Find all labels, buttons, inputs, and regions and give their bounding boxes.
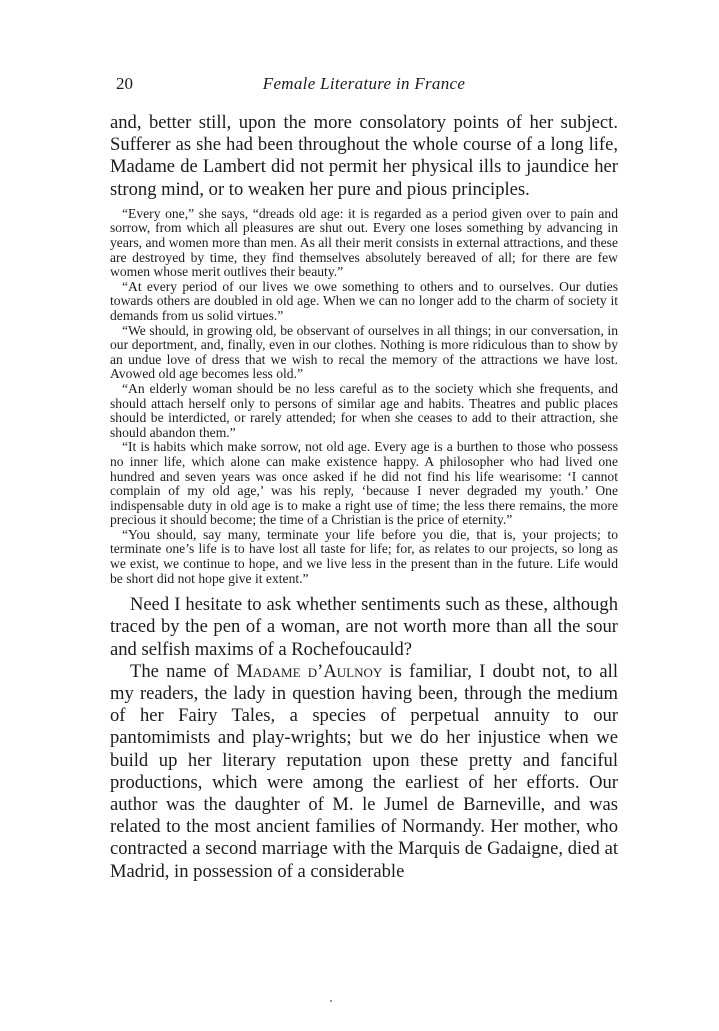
quotation-block [110,207,618,586]
paragraph-lead-text: The name of [130,660,237,682]
quote-paragraph: “It is habits which make sorrow, not old age. Every age is a burthen to those who possess no inner life, which alone can make existence happy. A philosopher who had lived one hundred and seven years was once asked if he did not find his life wearisome: ‘I cannot complain of my old age,’ was his reply, ‘because I never degraded my youth.’ One indispensable duty in old age is to make a right use of time; the less there remains, the more precious it should become; the time of a Christian is the price of eternity.” [110,439,618,528]
page-number: 20 [116,74,133,93]
quote-paragraph: “You should, say many, terminate your life before you die, that is, your projects; to terminate one’s life is to have lost all taste for life; for, as relates to our projects, so long as we exist, we continue to hope, and we live less in the present than in the future. Life would be short did not hope give it extent.” [110,526,618,586]
author-name: Madame d’Aulnoy [236,660,383,682]
page-speck [330,1000,332,1002]
book-page [110,74,618,883]
quote-paragraph: “At every period of our lives we owe something to others and to ourselves. Our duties towards others are doubled in old age. When we can no longer add to the charm of society it demands from us solid virtues.” [110,278,618,323]
body-paragraph [110,661,618,883]
quote-paragraph: “An elderly woman should be no less careful as to the society which she frequents, and should attach herself only to persons of similar age and habits. Theatres and public places should be interdicted, or rarely attended; for when she ceases to add to their attraction, she should abandon them.” [110,380,618,440]
opening-paragraph: and, better still, upon the more consolatory points of her subject. Sufferer as she had been throughout the whole course of a long life, Madame de Lambert did not permit her physical ills to jaundice her strong mind, or to weaken her pure and pious principles. [110,112,618,200]
quote-paragraph: “Every one,” she says, “dreads old age: it is regarded as a period given over to pain and sorrow, from which all pleasures are shut out. Every one loses something by advancing in years, and women more than men. As all their merit consists in external attractions, and these are destroyed by time, they find themselves absolutely bereaved of all; for there are few women whose merit outlives their beauty.” [110,205,618,280]
paragraph-text: is familiar, I doubt not, to all my readers, the lady in question having been, through the medium of her Fairy Tales, a species of perpetual annuity to our pantomimists and play-wrights; but we do her injustice when we build up her literary reputation upon these pretty and fanciful productions, which were among the earliest of her efforts. Our author was the daughter of M. le Jumel de Barneville, and was related to the most ancient families of Normandy. Her mother, who contracted a second marriage with the Marquis de Gadaigne, died at Madrid, in possession of a considerable [110,660,619,882]
page-header [110,74,618,100]
quote-paragraph: “We should, in growing old, be observant of ourselves in all things; in our conversation, in our deportment, and, finally, even in our clothes. Nothing is more ridiculous than to show by an undue love of dress that we wish to recal the memory of the attractions we have lost. Avowed old age becomes less old.” [110,322,618,382]
running-title: Female Literature in France [262,74,466,93]
body-paragraph: Need I hesitate to ask whether sentiments such as these, although traced by the pen of a woman, are not worth more than all the sour and selfish maxims of a Rochefoucauld? [110,594,618,660]
